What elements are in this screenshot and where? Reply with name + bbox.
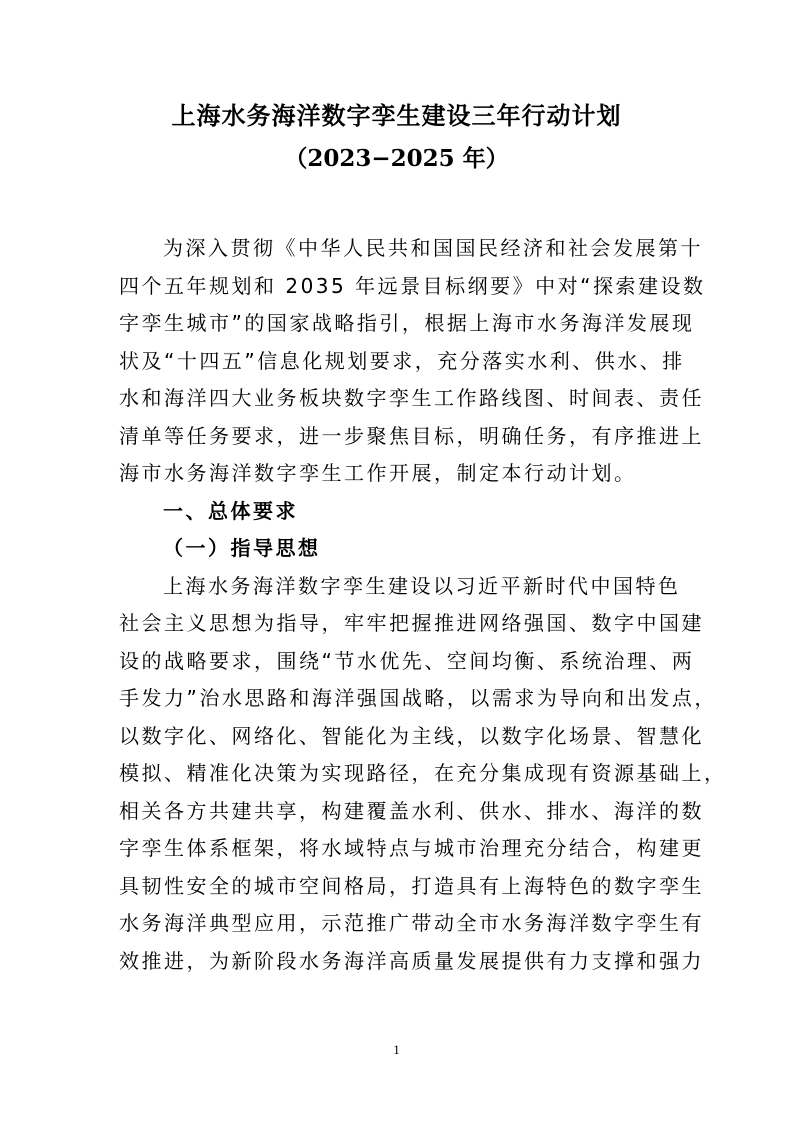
paragraph-line: 以数字化、网络化、智能化为主线，以数字化场景、智慧化 bbox=[119, 723, 704, 748]
intro-line: 字孪生城市”的国家战略指引，根据上海市水务海洋发展现 bbox=[119, 311, 695, 335]
paragraph-line: 上海水务海洋数字孪生建设以习近平新时代中国特色 bbox=[163, 573, 681, 598]
document-title: 上海水务海洋数字孪生建设三年行动计划 bbox=[171, 101, 622, 130]
document-body bbox=[119, 230, 727, 980]
document-subtitle: （2023−2025 年） bbox=[284, 145, 509, 172]
intro-line: 海市水务海洋数字孪生工作开展，制定本行动计划。 bbox=[119, 461, 637, 485]
intro-line: 状及“十四五”信息化规划要求，充分落实水利、供水、排 bbox=[119, 348, 685, 373]
intro-line: 为深入贯彻《中华人民共和国国民经济和社会发展第十 bbox=[163, 236, 703, 260]
paragraph-line: 具韧性安全的城市空间格局，打造具有上海特色的数字孪生 bbox=[119, 873, 704, 898]
intro-line: 四个五年规划和 2035 年远景目标纲要》中对“探索建设数 bbox=[119, 273, 706, 298]
paragraph-line: 字孪生体系框架，将水域特点与城市治理充分结合，构建更 bbox=[119, 836, 704, 860]
paragraph-line: 效推进，为新阶段水务海洋高质量发展提供有力支撑和强力 bbox=[119, 948, 704, 973]
paragraph-line: 手发力”治水思路和海洋强国战略，以需求为导向和出发点， bbox=[119, 686, 717, 710]
page-number: 1 bbox=[393, 1042, 400, 1057]
section-heading: 一、总体要求 bbox=[163, 498, 298, 523]
paragraph-line: 设的战略要求，围绕“节水优先、空间均衡、系统治理、两 bbox=[119, 648, 695, 673]
paragraph-line: 水务海洋典型应用，示范推广带动全市水务海洋数字孪生有 bbox=[119, 911, 704, 935]
paragraph-line: 模拟、精准化决策为实现路径，在充分集成现有资源基础上， bbox=[119, 761, 727, 785]
intro-line: 水和海洋四大业务板块数字孪生工作路线图、时间表、责任 bbox=[119, 386, 704, 410]
intro-line: 清单等任务要求，进一步聚焦目标，明确任务，有序推进上 bbox=[119, 423, 704, 448]
subsection-heading: （一）指导思想 bbox=[163, 536, 321, 560]
paragraph-line: 相关各方共建共享，构建覆盖水利、供水、排水、海洋的数 bbox=[119, 798, 704, 823]
paragraph-line: 社会主义思想为指导，牢牢把握推进网络强国、数字中国建 bbox=[119, 611, 704, 635]
